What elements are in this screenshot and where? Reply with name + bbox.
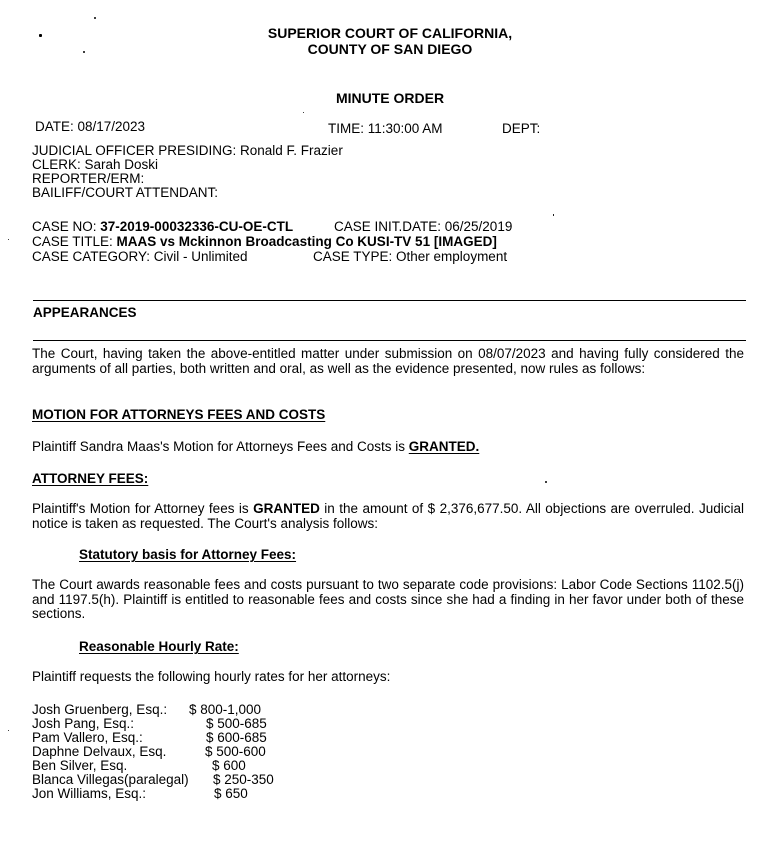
attorney-name: Josh Pang, Esq.: [32,716,135,731]
attorney-name: Daphne Delvaux, Esq. [32,744,167,759]
case-number [32,220,293,234]
case-number-label: CASE NO: [32,219,101,234]
bailiff: BAILIFF/COURT ATTENDANT: [32,185,219,200]
attorney-rate: $ 650 [214,786,248,801]
fees-granted: GRANTED [253,501,320,516]
attorney-fees-heading: ATTORNEY FEES: [32,471,149,486]
case-title-value: MAAS vs Mckinnon Broadcasting Co KUSI-TV 51 [IMAGED] [116,234,497,249]
hourly-rate-heading: Reasonable Hourly Rate: [79,639,239,654]
case-type: CASE TYPE: Other employment [313,249,508,264]
department: DEPT: [502,121,541,136]
case-category: CASE CATEGORY: Civil - Unlimited [32,249,248,264]
motion-granted: GRANTED. [408,439,480,454]
attorney-rate: $ 800-1,000 [189,702,262,717]
reporter: REPORTER/ERM: [32,171,145,186]
attorney-name: Blanca Villegas(paralegal) [32,772,189,787]
document-title: MINUTE ORDER [335,90,445,106]
attorney-name: Ben Silver, Esq. [32,758,128,773]
fees-text-before: Plaintiff's Motion for Attorney fees is [32,501,254,516]
attorney-name: Pam Vallero, Esq.: [32,730,143,745]
hearing-date: DATE: 08/17/2023 [35,119,146,134]
attorney-rate: $ 500-685 [206,716,267,731]
statutory-heading: Statutory basis for Attorney Fees: [79,547,297,562]
attorney-name: Josh Gruenberg, Esq.: [32,702,168,717]
scan-speck [94,17,96,19]
court-county: COUNTY OF SAN DIEGO [307,41,473,57]
scan-speck [303,112,304,113]
motion-ruling [32,439,479,454]
motion-heading: MOTION FOR ATTORNEYS FEES AND COSTS [32,407,326,422]
scan-speck [553,214,554,216]
case-number-value: 37-2019-00032336-CU-OE-CTL [100,219,294,234]
court-name: SUPERIOR COURT OF CALIFORNIA, [267,25,513,41]
case-title [32,235,497,249]
fees-text-after: in the amount of $ 2,376,677.50. All objections are overruled. Judicial notice is taken as requested. The Court's analysis follows: [32,501,744,531]
case-init-date: CASE INIT.DATE: 06/25/2019 [334,219,513,234]
case-title-label: CASE TITLE: [32,234,117,249]
clerk: CLERK: Sarah Doski [32,157,159,172]
attorney-fees-ruling [32,502,744,531]
attorney-rate: $ 250-350 [213,772,274,787]
judicial-officer: JUDICIAL OFFICER PRESIDING: Ronald F. Frazier [32,143,343,158]
hearing-time: TIME: 11:30:00 AM [328,121,443,136]
statutory-text: The Court awards reasonable fees and costs pursuant to two separate code provisions: Labor Code Sections 1102.5(j) and 1197.5(h). Plaintiff is entitled to reasonable fees and costs since she had a finding in her favor under both of these sections. [32,577,744,621]
hourly-rate-intro: Plaintiff requests the following hourly rates for her attorneys: [32,669,391,684]
scan-speck [8,730,9,731]
attorney-rate: $ 500-600 [205,744,266,759]
ruling-intro: The Court, having taken the above-entitled matter under submission on 08/07/2023 and having fully considered the arguments of all parties, both written and oral, as well as the evidence presented, now rules as follows: [32,346,744,376]
divider [33,340,746,341]
motion-ruling-text: Plaintiff Sandra Maas's Motion for Attorneys Fees and Costs is [32,439,409,454]
attorney-name: Jon Williams, Esq.: [32,786,147,801]
scan-speck [8,239,9,240]
divider [33,300,746,301]
appearances-heading: APPEARANCES [33,305,137,320]
attorney-rate: $ 600-685 [206,730,267,745]
attorney-rate: $ 600 [212,758,246,773]
scan-speck [545,481,547,483]
